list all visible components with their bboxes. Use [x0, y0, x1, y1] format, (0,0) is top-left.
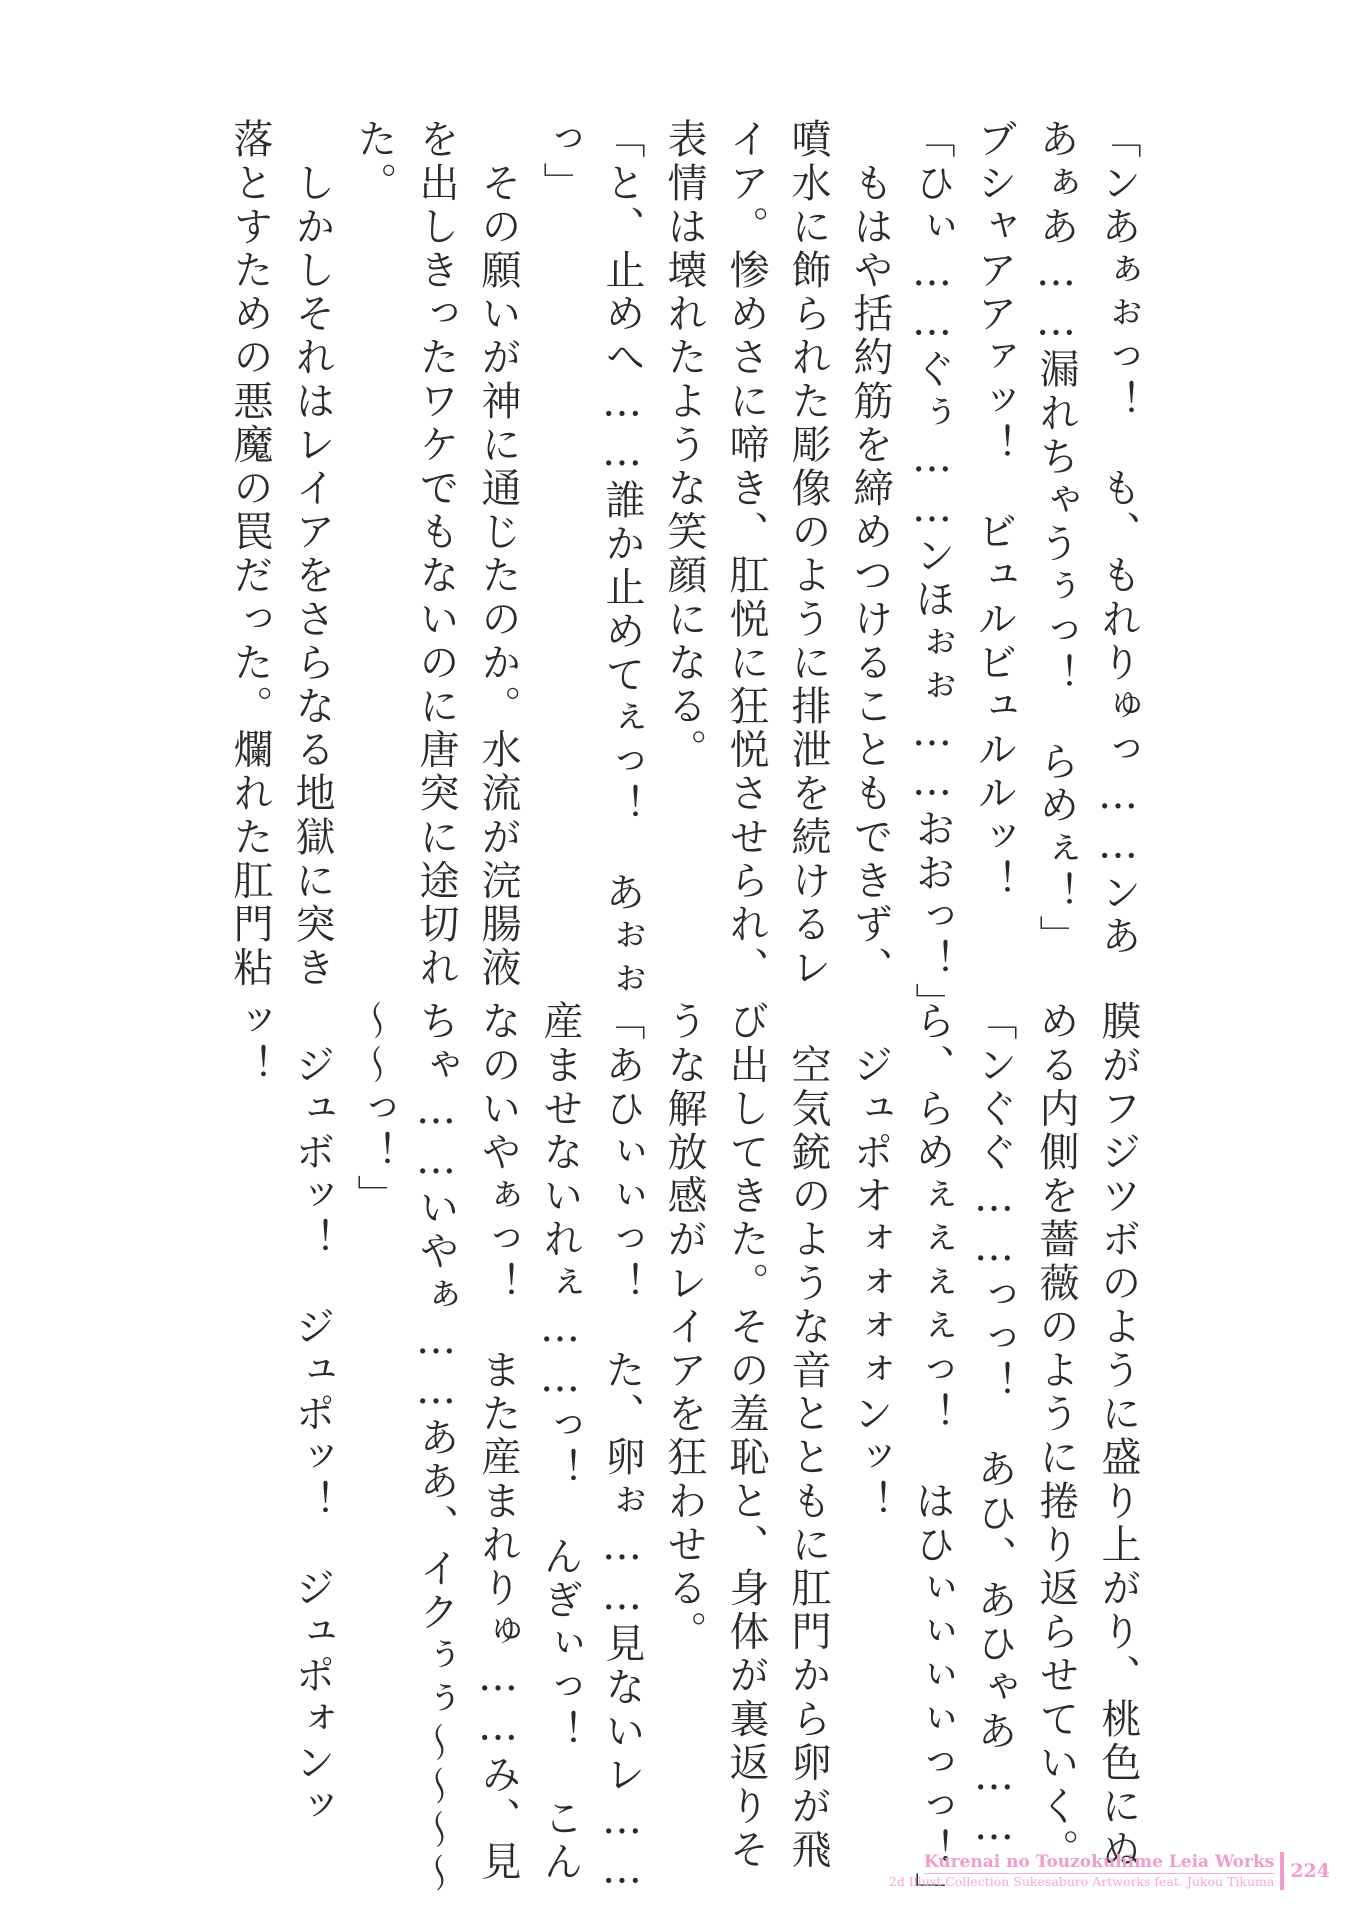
text-column: うな解放感がレイアを狂わせる。: [661, 1000, 707, 1654]
text-column: 「ひぃ……ぐぅ……ンほぉぉ……おおっ！」: [909, 118, 955, 1026]
text-column: その願いが神に通じたのか。水流が浣腸液: [475, 118, 521, 990]
text-column: ら、らめぇぇぇぇっ！ はひぃぃぃぃっっ！」: [909, 1000, 955, 1916]
text-column: ジュボッ！ ジュポッ！ ジュポォンッ: [289, 1000, 335, 1829]
text-column: 「ンあぁぉっ！ も、もれりゅっ……ンあ: [1095, 118, 1141, 959]
text-column: 空気銃のような音とともに肛門から卵が飛: [785, 1000, 831, 1872]
text-column: なのいやぁっ！ また産まれりゅ……み、見: [475, 1000, 521, 1884]
text-column: た。: [351, 118, 397, 206]
text-column: ちゃ……いやぁ……ああ、イクぅぅ〜〜〜〜: [413, 1000, 459, 1896]
text-column: び出してきた。その羞恥と、身体が裏返りそ: [723, 1000, 769, 1872]
text-column: っ」: [537, 118, 583, 206]
text-column: 「ンぐぐ……っっ！ あひ、あひゃあ……: [971, 1000, 1017, 1853]
text-block-bottom: [219, 1000, 1149, 1916]
text-column: しかしそれはレイアをさらなる地獄に突き: [289, 118, 335, 990]
text-column: ブシャアアァッ！ ビュルビュルルッ！: [971, 118, 1017, 903]
text-column: 落とすための悪魔の罠だった。爛れた肛門粘: [227, 118, 273, 990]
text-column: 「あひぃぃっ！ た、卵ぉ……見ないレ……: [599, 1000, 645, 1896]
text-column: 〜〜っ！」: [351, 1000, 397, 1218]
footer-titles: [889, 1852, 1274, 1890]
text-column: 噴水に飾られた彫像のように排泄を続けるレ: [785, 118, 831, 990]
text-column: もはや括約筋を締めつけることもできず、: [847, 118, 893, 990]
text-column: 「と、止めへ……誰か止めてぇっ！ あぉぉ: [599, 118, 645, 1002]
text-block-top: [219, 118, 1149, 1026]
page-footer: [889, 1852, 1330, 1890]
footer-divider: [1280, 1852, 1284, 1890]
text-column: 産ませないれぇ……っ！ んぎぃっ！ こん: [537, 1000, 583, 1884]
text-column: ジュポオォォォォンッ！: [847, 1000, 893, 1524]
page-number: 224: [1290, 1860, 1330, 1882]
text-column: あぁあ……漏れちゃうぅっ！ らめぇ！」: [1033, 118, 1079, 959]
text-column: 表情は壊れたような笑顔になる。: [661, 118, 707, 772]
book-subtitle: 2d Illust Collection Sukesaburo Artworks feat. Jukou Tikuma: [888, 1874, 1275, 1889]
text-column: ッ！: [227, 1000, 273, 1088]
text-column: 膜がフジツボのように盛り上がり、桃色にぬ: [1095, 1000, 1141, 1872]
book-title: Kurenai no Touzokuhime Leia Works: [923, 1852, 1275, 1872]
text-column: める内側を薔薇のように捲り返らせていく。: [1033, 1000, 1079, 1872]
text-column: を出しきったワケでもないのに唐突に途切れ: [413, 118, 459, 990]
text-column: イア。惨めさに啼き、肛悦に狂悦させられ、: [723, 118, 769, 990]
